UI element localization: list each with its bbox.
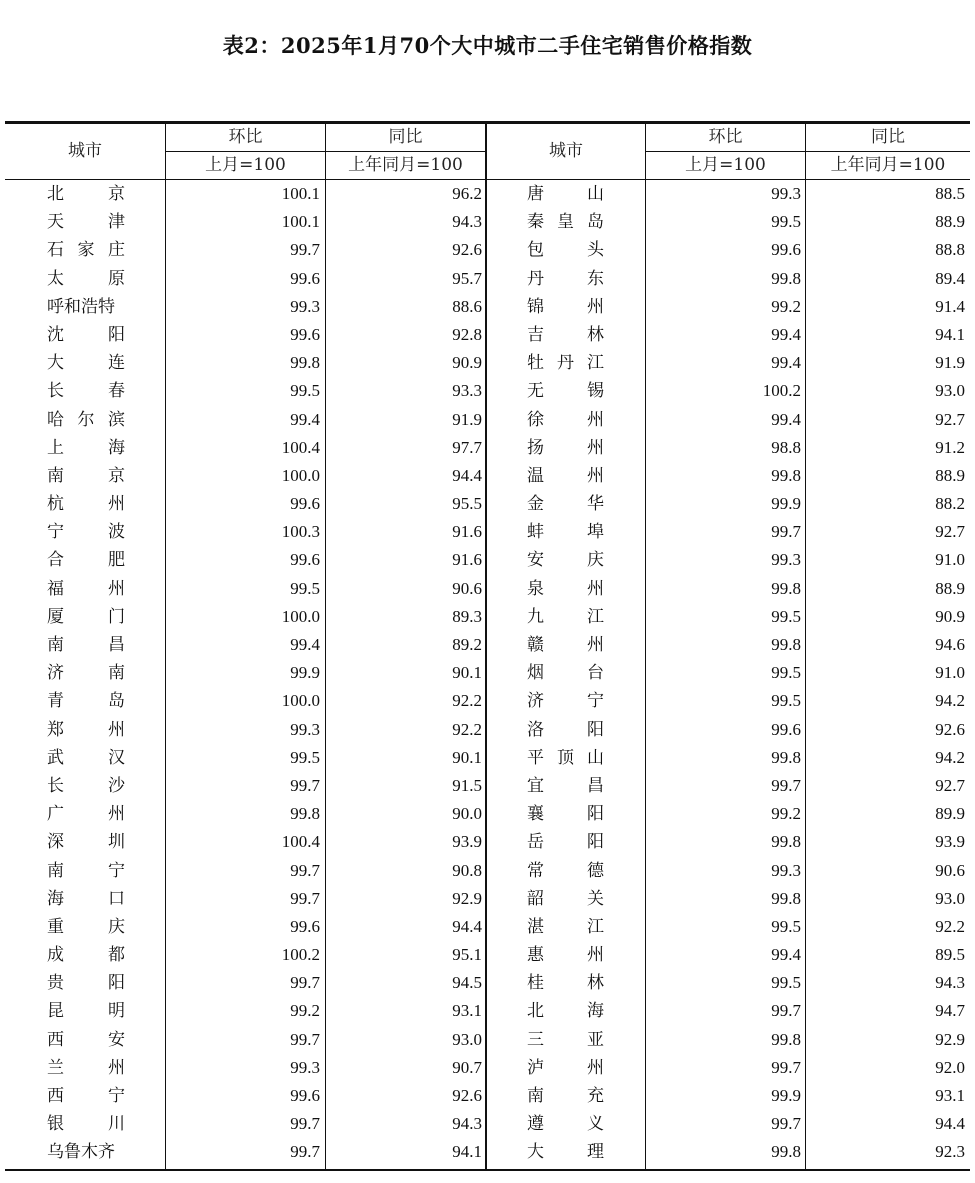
mom-value: 100.0 — [281, 691, 320, 711]
city-name: 武 汉 — [47, 747, 125, 768]
mom-value: 100.4 — [281, 437, 320, 457]
mom-value: 98.8 — [771, 437, 801, 457]
mom-value: 99.8 — [290, 804, 320, 824]
mom-value: 99.8 — [771, 268, 801, 288]
mom-value: 99.4 — [771, 409, 801, 429]
city-name: 杭 州 — [47, 494, 125, 515]
city-name: 唐 山 — [527, 184, 604, 204]
city-name: 三 亚 — [527, 1029, 604, 1050]
city-name: 太 原 — [47, 268, 125, 289]
city-name: 锦 州 — [527, 296, 604, 317]
city-name: 遵 义 — [527, 1114, 604, 1135]
mom-value: 99.7 — [290, 1029, 320, 1049]
table-row — [5, 208, 970, 236]
yoy-value: 92.7 — [935, 775, 965, 795]
mom-value: 99.7 — [290, 775, 320, 795]
table-row — [5, 828, 970, 856]
header-mom: 环比 — [228, 127, 263, 147]
yoy-value: 93.0 — [452, 1029, 482, 1049]
yoy-value: 89.3 — [452, 606, 482, 626]
yoy-value: 94.3 — [452, 1114, 482, 1134]
header-mom-base: 上月=100 — [205, 155, 286, 175]
mom-value: 99.7 — [771, 522, 801, 542]
city-name: 赣 州 — [527, 635, 604, 655]
yoy-value: 91.5 — [452, 775, 482, 795]
mom-value: 99.9 — [771, 1086, 801, 1105]
mom-value: 99.6 — [290, 268, 320, 288]
mom-value: 99.8 — [771, 1029, 801, 1049]
city-name: 扬 州 — [527, 437, 604, 458]
city-name: 金 华 — [527, 494, 604, 515]
city-name: 呼和浩特 — [47, 296, 115, 317]
mom-value: 99.8 — [771, 1142, 801, 1162]
mom-value: 99.3 — [290, 296, 320, 316]
header-yoy: 同比 — [871, 127, 905, 147]
city-name: 桂 林 — [527, 973, 604, 994]
mom-value: 99.2 — [290, 1001, 320, 1021]
yoy-value: 90.9 — [452, 353, 482, 373]
mom-value: 99.7 — [771, 1057, 801, 1077]
city-name: 乌鲁木齐 — [47, 1142, 115, 1163]
mom-value: 99.6 — [290, 550, 320, 570]
table-row — [5, 1138, 970, 1166]
mom-value: 100.2 — [281, 945, 320, 965]
city-name: 宜 昌 — [527, 775, 604, 796]
table-row — [5, 265, 970, 293]
yoy-value: 94.2 — [935, 691, 965, 711]
city-name: 石 家 庄 — [47, 240, 125, 261]
mom-value: 99.6 — [771, 240, 801, 260]
yoy-value: 94.7 — [935, 1001, 965, 1021]
city-name: 南 宁 — [47, 860, 125, 881]
mom-value: 99.8 — [771, 635, 801, 654]
mom-value: 99.4 — [290, 409, 320, 429]
yoy-value: 88.5 — [935, 184, 965, 203]
yoy-value: 92.9 — [452, 888, 482, 908]
table-row — [5, 518, 970, 546]
mom-value: 99.5 — [771, 916, 801, 936]
table-row — [5, 997, 970, 1025]
yoy-value: 92.3 — [935, 1142, 965, 1162]
header-yoy-base: 上年同月=100 — [830, 155, 946, 175]
yoy-value: 91.9 — [935, 353, 965, 373]
mom-value: 99.3 — [290, 719, 320, 739]
mom-value: 99.5 — [771, 691, 801, 711]
yoy-value: 94.2 — [935, 747, 965, 767]
city-name: 广 州 — [47, 804, 125, 825]
mom-value: 100.1 — [281, 212, 320, 232]
table-row — [5, 546, 970, 574]
table-row — [5, 772, 970, 800]
mom-value: 99.7 — [771, 775, 801, 795]
yoy-value: 92.6 — [452, 240, 482, 260]
city-name: 上 海 — [47, 437, 125, 458]
table-row — [5, 349, 970, 377]
city-name: 大 连 — [47, 353, 125, 374]
table-row — [5, 293, 970, 321]
yoy-value: 88.6 — [452, 296, 482, 316]
mom-value: 99.5 — [290, 578, 320, 598]
mom-value: 99.4 — [290, 635, 320, 654]
table-row — [5, 913, 970, 941]
mom-value: 99.5 — [290, 381, 320, 401]
city-name: 郑 州 — [47, 719, 125, 740]
city-name: 徐 州 — [527, 409, 604, 430]
yoy-value: 92.0 — [935, 1057, 965, 1077]
table-row — [5, 603, 970, 631]
yoy-value: 93.3 — [452, 381, 482, 401]
city-name: 沈 阳 — [47, 324, 125, 345]
mom-value: 99.7 — [771, 1114, 801, 1134]
yoy-value: 95.5 — [452, 494, 482, 514]
mom-value: 99.4 — [771, 324, 801, 344]
city-name: 烟 台 — [527, 663, 604, 684]
city-name: 南 充 — [527, 1086, 604, 1106]
table-row — [5, 575, 970, 603]
table-row — [5, 885, 970, 913]
city-name: 长 沙 — [47, 775, 125, 796]
header-city: 城市 — [68, 141, 102, 161]
table-row — [5, 800, 970, 828]
mom-value: 100.0 — [281, 465, 320, 485]
yoy-value: 94.3 — [935, 973, 965, 993]
city-name: 重 庆 — [47, 916, 125, 937]
mom-value: 99.4 — [771, 353, 801, 373]
city-name: 大 理 — [527, 1142, 604, 1163]
yoy-value: 92.7 — [935, 522, 965, 542]
city-name: 天 津 — [47, 212, 125, 233]
city-name: 成 都 — [47, 945, 125, 966]
table-row — [5, 744, 970, 772]
city-name: 北 海 — [527, 1001, 604, 1022]
table-bottom-rule — [5, 1169, 970, 1171]
table-row — [5, 406, 970, 434]
table-row — [5, 659, 970, 687]
city-name: 湛 江 — [527, 916, 604, 937]
yoy-value: 93.0 — [935, 888, 965, 908]
city-name: 南 京 — [47, 465, 125, 486]
mom-value: 99.3 — [290, 1057, 320, 1077]
header-mom: 环比 — [708, 127, 743, 147]
mom-value: 99.8 — [771, 578, 801, 598]
yoy-value: 95.7 — [452, 268, 482, 288]
city-name: 秦 皇 岛 — [527, 212, 604, 233]
yoy-value: 90.7 — [452, 1057, 482, 1077]
city-name: 牡 丹 江 — [527, 353, 604, 374]
mom-value: 99.7 — [290, 240, 320, 260]
table-row — [5, 857, 970, 885]
mom-value: 99.6 — [290, 1086, 320, 1105]
mom-value: 99.6 — [771, 719, 801, 739]
table-row — [5, 462, 970, 490]
header-yoy-base: 上年同月=100 — [348, 155, 463, 175]
city-name: 洛 阳 — [527, 719, 604, 740]
mom-value: 99.7 — [290, 860, 320, 880]
city-name: 泸 州 — [527, 1057, 604, 1078]
yoy-value: 92.8 — [452, 324, 482, 344]
yoy-value: 93.9 — [452, 832, 482, 852]
city-name: 北 京 — [47, 184, 125, 204]
yoy-value: 90.6 — [935, 860, 965, 880]
yoy-value: 88.8 — [935, 240, 965, 260]
city-name: 银 川 — [47, 1114, 125, 1135]
city-name: 哈 尔 滨 — [47, 409, 125, 430]
yoy-value: 89.4 — [935, 268, 965, 288]
city-name: 长 春 — [47, 381, 125, 402]
yoy-value: 92.6 — [935, 719, 965, 739]
mom-value: 99.7 — [771, 1001, 801, 1021]
city-name: 常 德 — [527, 860, 604, 881]
city-name: 襄 阳 — [527, 804, 604, 825]
table-row — [5, 716, 970, 744]
city-name: 合 肥 — [47, 550, 125, 571]
city-name: 宁 波 — [47, 522, 125, 543]
city-name: 济 南 — [47, 663, 125, 684]
city-name: 九 江 — [527, 606, 604, 627]
yoy-value: 91.2 — [935, 437, 965, 457]
mom-value: 99.6 — [290, 494, 320, 514]
header-mom-base: 上月=100 — [685, 155, 766, 175]
city-name: 厦 门 — [47, 606, 125, 627]
yoy-value: 94.1 — [452, 1142, 482, 1162]
yoy-value: 90.8 — [452, 860, 482, 880]
city-name: 兰 州 — [47, 1057, 125, 1078]
city-name: 丹 东 — [527, 268, 604, 289]
mom-value: 100.1 — [281, 184, 320, 203]
mom-value: 100.0 — [281, 606, 320, 626]
yoy-value: 93.1 — [935, 1086, 965, 1105]
city-name: 济 宁 — [527, 691, 604, 712]
yoy-value: 89.2 — [452, 635, 482, 654]
table-row — [5, 1054, 970, 1082]
mom-value: 99.8 — [771, 888, 801, 908]
yoy-value: 89.9 — [935, 804, 965, 824]
yoy-value: 93.0 — [935, 381, 965, 401]
table-row — [5, 490, 970, 518]
mom-value: 99.7 — [290, 1114, 320, 1134]
table-row — [5, 687, 970, 715]
city-name: 安 庆 — [527, 550, 604, 571]
city-name: 海 口 — [47, 888, 125, 909]
mom-value: 99.2 — [771, 804, 801, 824]
yoy-value: 88.9 — [935, 212, 965, 232]
yoy-value: 91.4 — [935, 296, 965, 316]
mom-value: 99.3 — [771, 184, 801, 203]
mom-value: 99.8 — [771, 832, 801, 852]
table-row — [5, 969, 970, 997]
yoy-value: 94.4 — [935, 1114, 965, 1134]
mom-value: 99.3 — [771, 860, 801, 880]
yoy-value: 94.5 — [452, 973, 482, 993]
city-name: 吉 林 — [527, 324, 604, 345]
table-row — [5, 1110, 970, 1138]
city-name: 昆 明 — [47, 1001, 125, 1022]
mom-value: 99.9 — [290, 663, 320, 683]
table-row — [5, 631, 970, 659]
city-name: 包 头 — [527, 240, 604, 261]
header-yoy: 同比 — [388, 127, 423, 147]
table-body — [5, 180, 970, 1167]
yoy-value: 92.9 — [935, 1029, 965, 1049]
yoy-value: 92.2 — [935, 916, 965, 936]
yoy-value: 90.9 — [935, 606, 965, 626]
city-name: 青 岛 — [47, 691, 125, 712]
city-name: 惠 州 — [527, 945, 604, 966]
mom-value: 99.7 — [290, 973, 320, 993]
mom-value: 99.8 — [771, 747, 801, 767]
yoy-value: 94.4 — [452, 916, 482, 936]
yoy-value: 94.4 — [452, 465, 482, 485]
mom-value: 99.6 — [290, 324, 320, 344]
city-name: 无 锡 — [527, 381, 604, 402]
mom-value: 100.2 — [762, 381, 801, 401]
mom-value: 99.5 — [771, 663, 801, 683]
yoy-value: 89.5 — [935, 945, 965, 965]
yoy-value: 88.9 — [935, 465, 965, 485]
mom-value: 99.5 — [771, 973, 801, 993]
mom-value: 99.7 — [290, 888, 320, 908]
mom-value: 99.4 — [771, 945, 801, 965]
city-name: 西 宁 — [47, 1086, 125, 1106]
table-row — [5, 1026, 970, 1054]
city-name: 泉 州 — [527, 578, 604, 599]
mom-value: 99.5 — [771, 212, 801, 232]
yoy-value: 90.1 — [452, 747, 482, 767]
yoy-value: 92.7 — [935, 409, 965, 429]
mom-value: 99.8 — [771, 465, 801, 485]
mom-value: 99.2 — [771, 296, 801, 316]
yoy-value: 92.2 — [452, 691, 482, 711]
city-name: 平 顶 山 — [527, 747, 604, 768]
yoy-value: 94.6 — [935, 635, 965, 654]
city-name: 西 安 — [47, 1029, 125, 1050]
yoy-value: 97.7 — [452, 437, 482, 457]
city-name: 贵 阳 — [47, 973, 125, 994]
yoy-value: 90.6 — [452, 578, 482, 598]
page-title: 表2：2025年1月70个大中城市二手住宅销售价格指数 — [222, 33, 753, 58]
mom-value: 100.3 — [281, 522, 320, 542]
yoy-value: 90.0 — [452, 804, 482, 824]
yoy-value: 95.1 — [452, 945, 482, 965]
table-row — [5, 941, 970, 969]
yoy-value: 88.2 — [935, 494, 965, 514]
city-name: 深 圳 — [47, 832, 125, 853]
yoy-value: 93.9 — [935, 832, 965, 852]
mom-value: 99.6 — [290, 916, 320, 936]
yoy-value: 92.6 — [452, 1086, 482, 1105]
yoy-value: 94.1 — [935, 324, 965, 344]
yoy-value: 91.0 — [935, 550, 965, 570]
yoy-value: 91.0 — [935, 663, 965, 683]
mom-value: 100.4 — [281, 832, 320, 852]
yoy-value: 91.6 — [452, 550, 482, 570]
table-row — [5, 434, 970, 462]
city-name: 福 州 — [47, 578, 125, 599]
yoy-value: 96.2 — [452, 184, 482, 203]
city-name: 岳 阳 — [527, 832, 604, 853]
header-city: 城市 — [549, 141, 583, 161]
city-name: 南 昌 — [47, 635, 125, 655]
table-row — [5, 236, 970, 264]
table-row — [5, 180, 970, 208]
yoy-value: 91.6 — [452, 522, 482, 542]
yoy-value: 92.2 — [452, 719, 482, 739]
city-name: 蚌 埠 — [527, 522, 604, 543]
mom-value: 99.3 — [771, 550, 801, 570]
mom-value: 99.5 — [290, 747, 320, 767]
yoy-value: 88.9 — [935, 578, 965, 598]
city-name: 温 州 — [527, 465, 604, 486]
table-row — [5, 377, 970, 405]
yoy-value: 94.3 — [452, 212, 482, 232]
table-row — [5, 1082, 970, 1110]
yoy-value: 91.9 — [452, 409, 482, 429]
mom-value: 99.9 — [771, 494, 801, 514]
mom-value: 99.7 — [290, 1142, 320, 1162]
yoy-value: 90.1 — [452, 663, 482, 683]
mom-value: 99.5 — [771, 606, 801, 626]
table-row — [5, 321, 970, 349]
mom-value: 99.8 — [290, 353, 320, 373]
city-name: 韶 关 — [527, 888, 604, 909]
yoy-value: 93.1 — [452, 1001, 482, 1021]
